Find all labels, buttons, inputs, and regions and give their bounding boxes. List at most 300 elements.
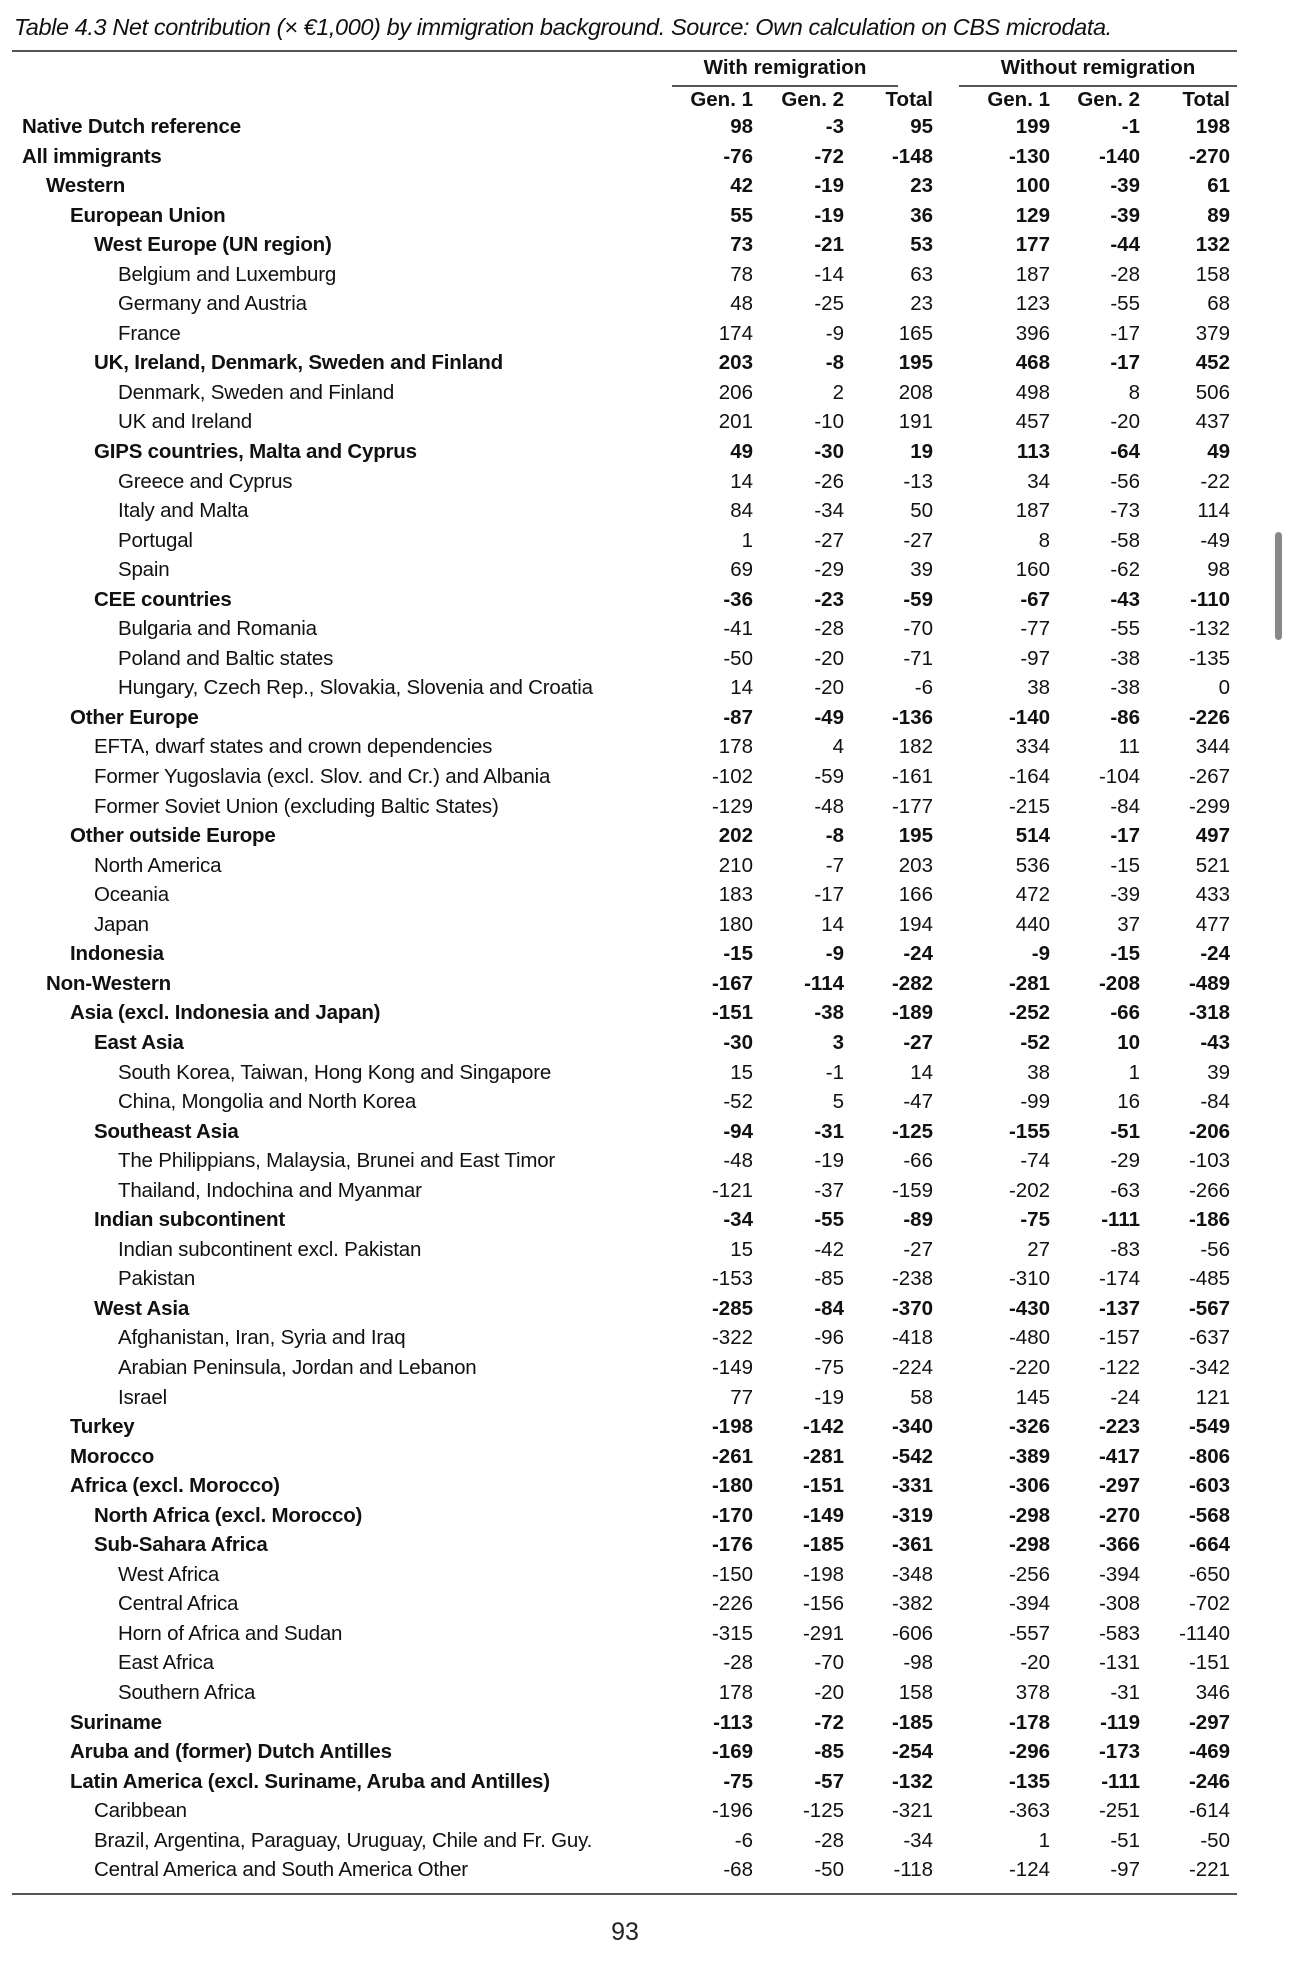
cell-value: 378: [1015, 1680, 1050, 1704]
cell-value: 14: [730, 469, 753, 493]
cell-value: 472: [1015, 883, 1050, 907]
cell-value: -51: [1110, 1828, 1140, 1852]
row-label: Belgium and Luxemburg: [118, 262, 337, 286]
cell-value: -96: [814, 1326, 844, 1350]
cell-value: -136: [891, 705, 933, 729]
cell-value: -251: [1098, 1799, 1140, 1823]
cell-value: -151: [711, 1001, 753, 1025]
cell-value: -135: [1008, 1769, 1050, 1793]
row-label: South Korea, Taiwan, Hong Kong and Singapore: [118, 1060, 552, 1084]
cell-value: 73: [730, 233, 753, 257]
cell-value: -153: [711, 1267, 753, 1291]
row-label: Pakistan: [118, 1267, 196, 1291]
page-number: 93: [611, 1918, 639, 1946]
cell-value: -331: [891, 1474, 933, 1498]
cell-value: -223: [1098, 1415, 1140, 1439]
table-row: [0, 852, 1290, 882]
cell-value: -9: [825, 942, 844, 966]
cell-value: -170: [711, 1503, 753, 1527]
row-label: Hungary, Czech Rep., Slovakia, Slovenia and Croatia: [118, 676, 593, 700]
cell-value: -150: [711, 1562, 753, 1586]
table-row: [0, 231, 1290, 261]
cell-value: -348: [891, 1562, 933, 1586]
row-label: Aruba and (former) Dutch Antilles: [70, 1740, 392, 1764]
table-row: [0, 1206, 1290, 1236]
row-label: Poland and Baltic states: [118, 646, 334, 670]
row-label: Bulgaria and Romania: [118, 617, 317, 641]
cell-value: -151: [802, 1474, 844, 1498]
cell-value: -9: [825, 321, 844, 345]
cell-value: 3: [832, 1030, 844, 1054]
cell-value: -637: [1188, 1326, 1230, 1350]
cell-value: 37: [1117, 912, 1140, 936]
row-label: Other outside Europe: [70, 824, 276, 848]
cell-value: -135: [1188, 646, 1230, 670]
cell-value: -370: [891, 1296, 933, 1320]
cell-value: -185: [802, 1533, 844, 1557]
cell-value: -159: [891, 1178, 933, 1202]
cell-value: -55: [814, 1208, 844, 1232]
cell-value: -542: [891, 1444, 933, 1468]
table-row: [0, 497, 1290, 527]
row-label: Asia (excl. Indonesia and Japan): [70, 1001, 381, 1025]
table-row: [0, 1709, 1290, 1739]
cell-value: 203: [718, 351, 753, 375]
row-label: Southern Africa: [118, 1680, 256, 1704]
cell-value: -8: [825, 351, 844, 375]
cell-value: -24: [903, 942, 933, 966]
column-header-gen2-with: Gen. 2: [781, 88, 844, 111]
row-label: Greece and Cyprus: [118, 469, 293, 493]
cell-value: -125: [891, 1119, 933, 1143]
cell-value: -178: [1008, 1710, 1050, 1734]
cell-value: -297: [1098, 1474, 1140, 1498]
cell-value: -121: [711, 1178, 753, 1202]
cell-value: 39: [1207, 1060, 1230, 1084]
cell-value: -382: [891, 1592, 933, 1616]
cell-value: 10: [1117, 1030, 1140, 1054]
cell-value: 187: [1015, 262, 1050, 286]
cell-value: -24: [1200, 942, 1230, 966]
cell-value: -29: [1110, 1149, 1140, 1173]
cell-value: -103: [1188, 1149, 1230, 1173]
cell-value: -19: [814, 1149, 844, 1173]
table-row: [0, 1502, 1290, 1532]
table-row: [0, 379, 1290, 409]
cell-value: -49: [814, 705, 844, 729]
row-label: Native Dutch reference: [22, 115, 241, 138]
cell-value: -7: [825, 853, 844, 877]
cell-value: -226: [1188, 705, 1230, 729]
cell-value: -111: [1101, 1769, 1140, 1793]
cell-value: 121: [1195, 1385, 1230, 1409]
table-row: [0, 202, 1290, 232]
cell-value: 50: [910, 499, 933, 523]
cell-value: -285: [711, 1296, 753, 1320]
cell-value: -394: [1098, 1562, 1140, 1586]
cell-value: -326: [1008, 1415, 1050, 1439]
cell-value: -102: [711, 765, 753, 789]
table-row: [0, 527, 1290, 557]
cell-value: -198: [802, 1562, 844, 1586]
row-label: Oceania: [94, 883, 169, 907]
cell-value: -156: [802, 1592, 844, 1616]
vertical-scrollbar[interactable]: [1275, 532, 1282, 640]
row-label: Indian subcontinent: [94, 1208, 285, 1232]
table-row: [0, 911, 1290, 941]
row-label: Brazil, Argentina, Paraguay, Uruguay, Chile and Fr. Guy.: [94, 1828, 593, 1852]
cell-value: -67: [1020, 587, 1050, 611]
table-bottom-rule: [12, 1893, 1237, 1895]
row-label: Morocco: [70, 1444, 155, 1468]
table-row: [0, 1236, 1290, 1266]
cell-value: -254: [891, 1740, 933, 1764]
cell-value: -174: [1098, 1267, 1140, 1291]
column-header-gen1-with: Gen. 1: [690, 88, 753, 111]
cell-value: -28: [814, 1828, 844, 1852]
table-row: [0, 1059, 1290, 1089]
row-label: Caribbean: [94, 1799, 187, 1823]
cell-value: -363: [1008, 1799, 1050, 1823]
cell-value: -118: [893, 1858, 933, 1882]
cell-value: -124: [1008, 1858, 1050, 1882]
cell-value: -340: [891, 1415, 933, 1439]
row-label: North Africa (excl. Morocco): [94, 1503, 363, 1527]
cell-value: -226: [711, 1592, 753, 1616]
cell-value: -161: [891, 765, 933, 789]
cell-value: -28: [814, 617, 844, 641]
cell-value: 53: [910, 233, 933, 257]
cell-value: -270: [1098, 1503, 1140, 1527]
table-row: [0, 1797, 1290, 1827]
cell-value: -17: [814, 883, 844, 907]
table-row: [0, 349, 1290, 379]
cell-value: -29: [814, 558, 844, 582]
cell-value: 5: [832, 1090, 844, 1114]
cell-value: 536: [1015, 853, 1050, 877]
table-row: [0, 261, 1290, 291]
table-row: [0, 1561, 1290, 1591]
cell-value: -38: [1110, 646, 1140, 670]
cell-value: -56: [1200, 1237, 1230, 1261]
row-label: European Union: [70, 203, 226, 227]
cell-value: -19: [814, 174, 844, 198]
cell-value: -281: [802, 1444, 844, 1468]
cell-value: 100: [1015, 174, 1050, 198]
table-row: [0, 1620, 1290, 1650]
cell-value: -583: [1098, 1621, 1140, 1645]
cell-value: 201: [718, 410, 753, 434]
table-row: [0, 1856, 1290, 1886]
row-label: CEE countries: [94, 587, 232, 611]
cell-value: -261: [711, 1444, 753, 1468]
row-label: Indonesia: [70, 942, 164, 966]
cell-value: -208: [1098, 971, 1140, 995]
cell-value: -215: [1008, 794, 1050, 818]
cell-value: -177: [891, 794, 933, 818]
cell-value: 187: [1015, 499, 1050, 523]
table-row: [0, 733, 1290, 763]
cell-value: 182: [898, 735, 933, 759]
cell-value: -43: [1200, 1030, 1230, 1054]
cell-value: 39: [910, 558, 933, 582]
row-label: Southeast Asia: [94, 1119, 239, 1143]
table-row: [0, 113, 1290, 143]
cell-value: -48: [814, 794, 844, 818]
cell-value: 440: [1015, 912, 1050, 936]
cell-value: 160: [1015, 558, 1050, 582]
cell-value: -366: [1098, 1533, 1140, 1557]
cell-value: -38: [1110, 676, 1140, 700]
cell-value: 506: [1195, 380, 1230, 404]
cell-value: 174: [718, 321, 753, 345]
cell-value: -52: [1020, 1030, 1050, 1054]
cell-value: -24: [1110, 1385, 1140, 1409]
cell-value: -97: [1020, 646, 1050, 670]
cell-value: -270: [1188, 144, 1230, 168]
cell-value: 78: [730, 262, 753, 286]
cell-value: -394: [1008, 1592, 1050, 1616]
cell-value: 114: [1197, 499, 1230, 523]
cell-value: -104: [1098, 765, 1140, 789]
cell-value: -20: [814, 646, 844, 670]
cell-value: 344: [1195, 735, 1230, 759]
cell-value: 98: [730, 115, 753, 138]
column-group-rule: [959, 85, 1237, 87]
cell-value: -19: [814, 1385, 844, 1409]
table-row: [0, 1590, 1290, 1620]
cell-value: -155: [1008, 1119, 1050, 1143]
cell-value: 346: [1195, 1680, 1230, 1704]
cell-value: -131: [1098, 1651, 1140, 1675]
cell-value: 123: [1015, 292, 1050, 316]
cell-value: -389: [1008, 1444, 1050, 1468]
cell-value: 514: [1015, 824, 1050, 848]
cell-value: -169: [711, 1740, 753, 1764]
cell-value: -306: [1008, 1474, 1050, 1498]
cell-value: -73: [1110, 499, 1140, 523]
cell-value: -567: [1188, 1296, 1230, 1320]
table-body: [0, 113, 1290, 1886]
cell-value: -298: [1008, 1503, 1050, 1527]
row-label: Japan: [94, 912, 149, 936]
cell-value: -310: [1008, 1267, 1050, 1291]
cell-value: -129: [711, 794, 753, 818]
table-row: [0, 1679, 1290, 1709]
cell-value: -39: [1110, 203, 1140, 227]
column-group-rule: [672, 85, 898, 87]
cell-value: -44: [1110, 233, 1140, 257]
cell-value: -148: [891, 144, 933, 168]
cell-value: -75: [814, 1355, 844, 1379]
cell-value: -97: [1110, 1858, 1140, 1882]
row-label: All immigrants: [22, 144, 162, 168]
row-label: EFTA, dwarf states and crown dependencies: [94, 735, 493, 759]
cell-value: -489: [1188, 971, 1230, 995]
cell-value: 98: [1207, 558, 1230, 582]
cell-value: -77: [1020, 617, 1050, 641]
cell-value: -58: [1110, 528, 1140, 552]
cell-value: 77: [730, 1385, 753, 1409]
cell-value: -113: [713, 1710, 753, 1734]
column-header-total-without: Total: [1182, 88, 1230, 111]
cell-value: 521: [1195, 853, 1230, 877]
table-row: [0, 1472, 1290, 1502]
cell-value: -266: [1188, 1178, 1230, 1202]
cell-value: -39: [1110, 174, 1140, 198]
cell-value: -110: [1190, 587, 1230, 611]
cell-value: 437: [1195, 410, 1230, 434]
row-label: Former Yugoslavia (excl. Slov. and Cr.) and Albania: [94, 765, 551, 789]
cell-value: -20: [814, 676, 844, 700]
cell-value: -57: [814, 1769, 844, 1793]
cell-value: 15: [730, 1060, 753, 1084]
cell-value: 177: [1015, 233, 1050, 257]
cell-value: -132: [891, 1769, 933, 1793]
table-row: [0, 1324, 1290, 1354]
cell-value: -64: [1110, 440, 1140, 464]
cell-value: -361: [891, 1533, 933, 1557]
cell-value: -22: [1200, 469, 1230, 493]
table-row: [0, 172, 1290, 202]
cell-value: -15: [723, 942, 753, 966]
table-row: [0, 1354, 1290, 1384]
cell-value: -469: [1188, 1740, 1230, 1764]
cell-value: 195: [898, 351, 933, 375]
table-row: [0, 645, 1290, 675]
cell-value: -119: [1100, 1710, 1140, 1734]
cell-value: -85: [814, 1267, 844, 1291]
cell-value: 178: [718, 735, 753, 759]
row-label: Central Africa: [118, 1592, 239, 1616]
cell-value: -296: [1008, 1740, 1050, 1764]
cell-value: -25: [814, 292, 844, 316]
cell-value: -31: [814, 1119, 844, 1143]
cell-value: 468: [1015, 351, 1050, 375]
cell-value: 19: [910, 440, 933, 464]
row-label: Western: [46, 174, 126, 198]
cell-value: -15: [1110, 853, 1140, 877]
cell-value: -85: [814, 1740, 844, 1764]
cell-value: 27: [1027, 1237, 1050, 1261]
cell-value: -27: [814, 528, 844, 552]
cell-value: 203: [898, 853, 933, 877]
cell-value: -55: [1110, 617, 1140, 641]
table-caption: Table 4.3 Net contribution (× €1,000) by immigration background. Source: Own calculation on CBS microdata.: [14, 14, 1112, 40]
cell-value: 34: [1027, 469, 1050, 493]
cell-value: -31: [1110, 1680, 1140, 1704]
cell-value: -19: [814, 203, 844, 227]
cell-value: -702: [1188, 1592, 1230, 1616]
cell-value: -318: [1188, 1001, 1230, 1025]
table-row: [0, 940, 1290, 970]
cell-value: -38: [814, 1001, 844, 1025]
cell-value: 23: [910, 174, 933, 198]
cell-value: -189: [891, 1001, 933, 1025]
cell-value: 14: [821, 912, 844, 936]
cell-value: -50: [814, 1858, 844, 1882]
cell-value: 178: [718, 1680, 753, 1704]
table-row: [0, 438, 1290, 468]
cell-value: -8: [825, 824, 844, 848]
row-label: Africa (excl. Morocco): [70, 1474, 280, 1498]
cell-value: -34: [903, 1828, 933, 1852]
cell-value: -568: [1188, 1503, 1230, 1527]
cell-value: -549: [1188, 1415, 1230, 1439]
cell-value: 49: [730, 440, 753, 464]
table-row: [0, 1265, 1290, 1295]
cell-value: 95: [910, 115, 933, 138]
cell-value: 55: [730, 203, 753, 227]
row-label: Thailand, Indochina and Myanmar: [118, 1178, 422, 1202]
cell-value: -319: [891, 1503, 933, 1527]
cell-value: -74: [1020, 1149, 1050, 1173]
cell-value: -430: [1008, 1296, 1050, 1320]
column-header-gen2-without: Gen. 2: [1077, 88, 1140, 111]
cell-value: -43: [1110, 587, 1140, 611]
cell-value: 497: [1195, 824, 1230, 848]
cell-value: -252: [1008, 1001, 1050, 1025]
table-row: [0, 1413, 1290, 1443]
cell-value: -94: [723, 1119, 753, 1143]
cell-value: 23: [910, 292, 933, 316]
cell-value: 195: [898, 824, 933, 848]
cell-value: -140: [1008, 705, 1050, 729]
cell-value: -20: [1020, 1651, 1050, 1675]
cell-value: -59: [814, 765, 844, 789]
cell-value: -664: [1188, 1533, 1230, 1557]
table-row: [0, 1029, 1290, 1059]
cell-value: 183: [718, 883, 753, 907]
row-label: Germany and Austria: [118, 292, 307, 316]
cell-value: 1: [741, 528, 753, 552]
cell-value: 68: [1207, 292, 1230, 316]
cell-value: -196: [711, 1799, 753, 1823]
cell-value: -26: [814, 469, 844, 493]
row-label: Central America and South America Other: [94, 1858, 468, 1882]
cell-value: -418: [891, 1326, 933, 1350]
table-row: [0, 1531, 1290, 1561]
cell-value: -28: [723, 1651, 753, 1675]
cell-value: -13: [903, 469, 933, 493]
cell-value: -34: [723, 1208, 753, 1232]
cell-value: 2: [832, 380, 844, 404]
row-label: Arabian Peninsula, Jordan and Lebanon: [118, 1355, 477, 1379]
cell-value: 158: [1195, 262, 1230, 286]
cell-value: 49: [1207, 440, 1230, 464]
row-label: Other Europe: [70, 705, 199, 729]
table-row: [0, 881, 1290, 911]
cell-value: -52: [723, 1090, 753, 1114]
cell-value: -132: [1188, 617, 1230, 641]
cell-value: -72: [814, 144, 844, 168]
table-row: [0, 1649, 1290, 1679]
cell-value: 15: [730, 1237, 753, 1261]
cell-value: 166: [898, 883, 933, 907]
cell-value: 69: [730, 558, 753, 582]
cell-value: -417: [1098, 1444, 1140, 1468]
table-row: [0, 1147, 1290, 1177]
cell-value: -17: [1110, 321, 1140, 345]
cell-value: -48: [723, 1149, 753, 1173]
cell-value: -76: [723, 144, 753, 168]
cell-value: -267: [1188, 765, 1230, 789]
table-row: [0, 290, 1290, 320]
cell-value: -122: [1098, 1355, 1140, 1379]
column-group-with-remigration: With remigration: [703, 56, 867, 79]
cell-value: -125: [802, 1799, 844, 1823]
table-row: [0, 1088, 1290, 1118]
